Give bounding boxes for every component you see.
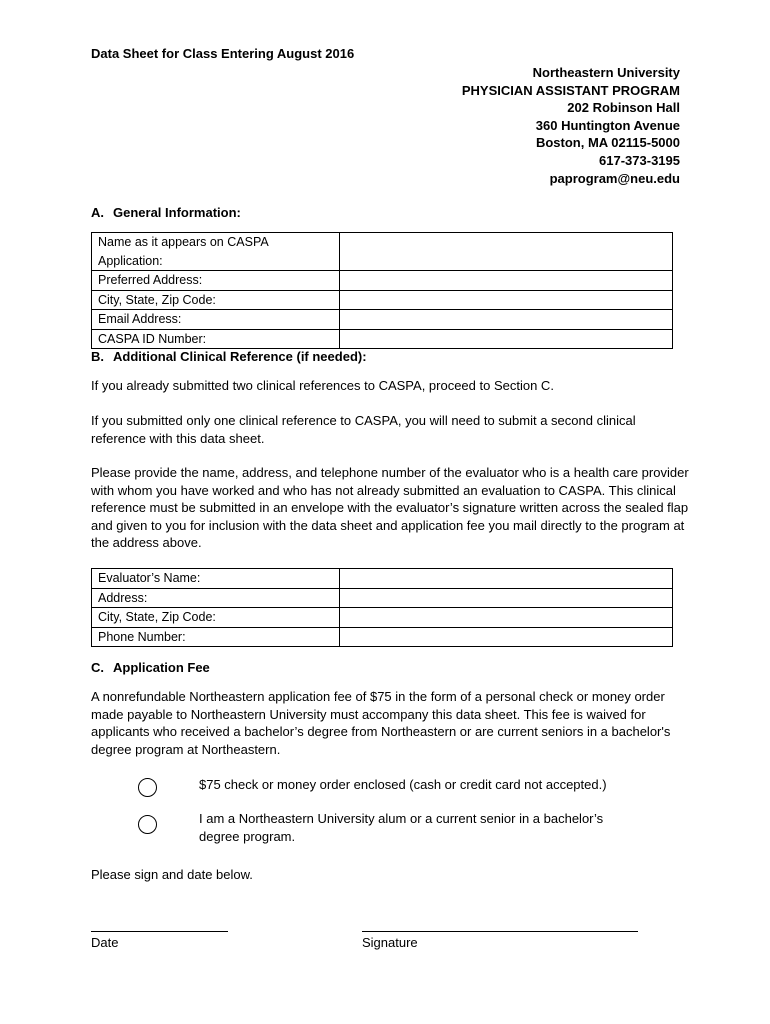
evaluator-table	[91, 568, 673, 647]
field-label: Phone Number:	[92, 627, 340, 647]
table-row	[92, 329, 673, 349]
name-field[interactable]	[340, 233, 673, 271]
section-c-heading	[91, 660, 210, 675]
section-title: General Information:	[113, 205, 241, 220]
alum-waiver-radio[interactable]	[138, 815, 157, 834]
general-info-table	[91, 232, 673, 349]
program-address-block	[462, 64, 680, 187]
field-label: CASPA ID Number:	[92, 329, 340, 349]
table-row	[92, 271, 673, 291]
org-email: paprogram@neu.edu	[549, 170, 680, 186]
section-number: B.	[91, 349, 104, 364]
org-line: 202 Robinson Hall	[567, 100, 680, 116]
field-label: Name as it appears on CASPA Application:	[92, 233, 340, 271]
city-state-zip-field[interactable]	[340, 290, 673, 310]
table-row	[92, 627, 673, 647]
section-number: A.	[91, 205, 104, 220]
preferred-address-field[interactable]	[340, 271, 673, 291]
evaluator-address-field[interactable]	[340, 588, 673, 608]
evaluator-phone-field[interactable]	[340, 627, 673, 647]
date-label: Date	[91, 935, 119, 950]
org-line: PHYSICIAN ASSISTANT PROGRAM	[461, 82, 680, 98]
section-title: Application Fee	[113, 660, 210, 675]
section-b-heading	[91, 349, 367, 364]
org-line: 617-373-3195	[599, 152, 680, 168]
section-number: C.	[91, 660, 104, 675]
section-b-paragraph-3: Please provide the name, address, and telephone number of the evaluator who is a health care provider with whom you have worked and who has not already submitted an evaluation to CASPA. This clinical reference must be submitted in an envelope with the evaluator’s signature written across the sealed flap and given to you for inclusion with the data sheet and application fee you mail directly to the program at the address above.	[91, 465, 689, 551]
field-label: City, State, Zip Code:	[92, 290, 340, 310]
org-line: Northeastern University	[532, 65, 680, 80]
field-label: Preferred Address:	[92, 271, 340, 291]
field-label: Evaluator’s Name:	[92, 569, 340, 589]
org-line: 360 Huntington Avenue	[535, 117, 680, 133]
table-row	[92, 588, 673, 608]
org-line: Boston, MA 02115-5000	[535, 135, 680, 151]
table-row	[92, 233, 673, 271]
section-title: Additional Clinical Reference (if needed):	[113, 349, 367, 364]
option-label: I am a Northeastern University alum or a current senior in a bachelor’s degree program.	[199, 811, 604, 844]
field-label: City, State, Zip Code:	[92, 608, 340, 628]
caspa-id-field[interactable]	[340, 329, 673, 349]
evaluator-city-state-zip-field[interactable]	[340, 608, 673, 628]
section-c-paragraph: A nonrefundable Northeastern application fee of $75 in the form of a personal check or money order made payable to Northeastern University must accompany this data sheet. This fee is waived for applicants who received a bachelor’s degree from Northeastern or are current seniors in a bachelor's degree program at Northeastern.	[91, 689, 671, 757]
section-b-paragraph-1: If you already submitted two clinical references to CASPA, proceed to Section C.	[91, 378, 554, 393]
option-label: $75 check or money order enclosed (cash or credit card not accepted.)	[199, 777, 607, 792]
field-label: Address:	[92, 588, 340, 608]
email-field[interactable]	[340, 310, 673, 330]
table-row	[92, 310, 673, 330]
section-a-heading	[91, 205, 241, 220]
date-line[interactable]	[91, 931, 228, 932]
sign-instruction: Please sign and date below.	[91, 867, 253, 882]
signature-line[interactable]	[362, 931, 638, 932]
signature-label: Signature	[362, 935, 418, 950]
evaluator-name-field[interactable]	[340, 569, 673, 589]
document-title: Data Sheet for Class Entering August 2016	[91, 46, 355, 61]
table-row	[92, 290, 673, 310]
field-label: Email Address:	[92, 310, 340, 330]
check-enclosed-radio[interactable]	[138, 778, 157, 797]
table-row	[92, 608, 673, 628]
table-row	[92, 569, 673, 589]
section-b-paragraph-2: If you submitted only one clinical reference to CASPA, you will need to submit a second clinical reference with this data sheet.	[91, 413, 636, 446]
